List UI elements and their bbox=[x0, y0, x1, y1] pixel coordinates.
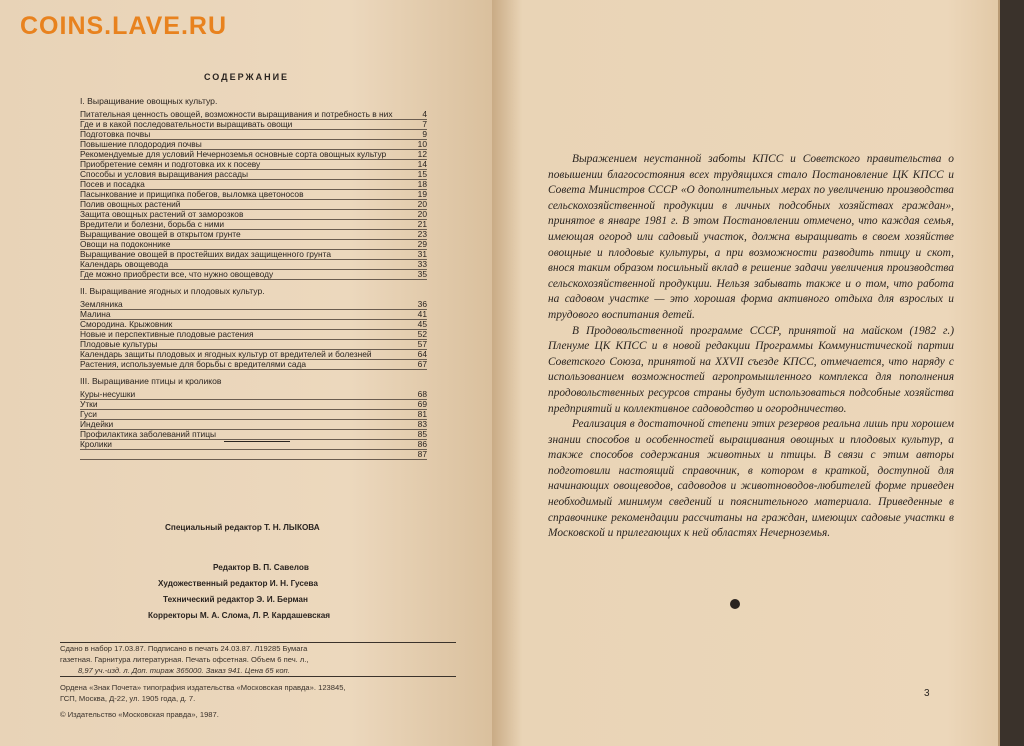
copyright: © Издательство «Московская правда», 1987. bbox=[60, 710, 219, 719]
toc-entry-title: Плодовые культуры bbox=[80, 340, 158, 349]
printer-address: ГСП, Москва, Д-22, ул. 1905 года, д. 7. bbox=[60, 694, 196, 703]
toc-entry-title: Малина bbox=[80, 310, 111, 319]
toc-entry bbox=[80, 190, 427, 200]
toc-entry bbox=[80, 240, 427, 250]
special-editor-credit: Специальный редактор Т. Н. ЛЫКОВА bbox=[165, 523, 320, 532]
toc-entry-page: 85 bbox=[417, 429, 427, 439]
toc-entry-page: 18 bbox=[417, 179, 427, 189]
ink-dot bbox=[730, 599, 740, 609]
toc-entry-page: 41 bbox=[417, 309, 427, 319]
toc-entry-title: Способы и условия выращивания рассады bbox=[80, 170, 249, 179]
toc-entry bbox=[80, 120, 427, 130]
toc-entry-page: 20 bbox=[417, 199, 427, 209]
toc-entry-page: 45 bbox=[417, 319, 427, 329]
toc-entry-page: 64 bbox=[417, 349, 427, 359]
toc-entry-title: Где можно приобрести все, что нужно овощеводу bbox=[80, 270, 274, 279]
paragraph: Реализация в достаточной степени этих резервов реальна лишь при хорошем знании способов и особенностей выращивания овощных и плодовых культур, а также способов содержания животных и птицы. В связи с этим авторы подготовили настоящий справочник, в котором в краткой, доступной для начинающих овощеводов, садоводов и животноводов-любителей форме приведен необходимый минимум сведений и пояснительного материала. Приведенные в справочнике рекомендации рассчитаны на граждан, имеющих садовые участки в Московской и прилегающих к ней областях Нечерноземья. bbox=[548, 418, 954, 540]
art-editor-credit: Художественный редактор И. Н. Гусева bbox=[158, 579, 318, 588]
paragraph: В Продовольственной программе СССР, принятой на майском (1982 г.) Пленуме ЦК КПСС и в новой редакции Программы Коммунистической партии Советского Союза, принятой на XXVII съезде КПСС, отмечается, что наряду с использованием возможностей агропромышленного комплекса для пополнения продовольственных ресурсов страны будут использоваться подсобные хозяйства предприятий и коллективное садоводство и огородничество. bbox=[548, 324, 954, 415]
divider bbox=[224, 441, 290, 442]
toc-entry-page: 4 bbox=[422, 109, 427, 119]
toc-entry bbox=[80, 200, 427, 210]
toc-entry bbox=[80, 430, 427, 440]
toc-entry-page: 15 bbox=[417, 169, 427, 179]
toc-entry-title: Повышение плодородия почвы bbox=[80, 140, 202, 149]
toc-entry-page: 10 bbox=[417, 139, 427, 149]
toc-entry-page: 52 bbox=[417, 329, 427, 339]
toc-entry-page: 57 bbox=[417, 339, 427, 349]
toc-entry bbox=[80, 410, 427, 420]
watermark: COINS.LAVE.RU bbox=[20, 12, 227, 40]
toc-entry bbox=[80, 310, 427, 320]
toc-entry bbox=[80, 210, 427, 220]
toc-entry-title: Куры-несушки bbox=[80, 390, 136, 399]
toc-entry-page: 14 bbox=[417, 159, 427, 169]
toc-entry bbox=[80, 130, 427, 140]
table-of-contents bbox=[80, 96, 427, 460]
toc-entry-title: Смородина. Крыжовник bbox=[80, 320, 173, 329]
page-number: 3 bbox=[924, 688, 930, 699]
toc-entry-page: 69 bbox=[417, 399, 427, 409]
preface-text bbox=[548, 152, 954, 542]
toc-entry bbox=[80, 350, 427, 360]
toc-entry bbox=[80, 140, 427, 150]
toc-entry-title bbox=[80, 450, 86, 459]
toc-entry-title: Полив овощных растений bbox=[80, 200, 181, 209]
toc-entry-title: Овощи на подоконнике bbox=[80, 240, 171, 249]
toc-entry-title: Индейки bbox=[80, 420, 114, 429]
toc-entry-title: Рекомендуемые для условий Нечерноземья основные сорта овощных культур bbox=[80, 150, 387, 159]
toc-entry bbox=[80, 400, 427, 410]
editor-credit: Редактор В. П. Савелов bbox=[213, 563, 309, 572]
toc-entry-title: Подготовка почвы bbox=[80, 130, 151, 139]
toc-section-heading: III. Выращивание птицы и кроликов bbox=[80, 376, 222, 386]
toc-entry-page: 19 bbox=[417, 189, 427, 199]
toc-entry bbox=[80, 230, 427, 240]
toc-entry-title: Растения, используемые для борьбы с вредителями сада bbox=[80, 360, 307, 369]
toc-entry-title: Посев и посадка bbox=[80, 180, 145, 189]
toc-entry bbox=[80, 250, 427, 260]
toc-entry bbox=[80, 270, 427, 280]
toc-entry bbox=[80, 180, 427, 190]
toc-entry bbox=[80, 220, 427, 230]
toc-entry-page: 86 bbox=[417, 439, 427, 449]
toc-entry-page: 33 bbox=[417, 259, 427, 269]
toc-entry-title: Календарь защиты плодовых и ягодных культур от вредителей и болезней bbox=[80, 350, 372, 359]
toc-entry-title: Утки bbox=[80, 400, 98, 409]
toc-entry bbox=[80, 300, 427, 310]
toc-entry bbox=[80, 390, 427, 400]
toc-entry bbox=[80, 360, 427, 370]
toc-entry-page: 35 bbox=[417, 269, 427, 279]
toc-entry-page: 87 bbox=[417, 449, 427, 459]
paragraph: Выражением неустанной заботы КПСС и Советского правительства о повышении благосостояния всех трудящихся стало Постановление ЦК КПСС и Совета Министров СССР «О дополнительных мерах по увеличению производства сельскохозяйственной продукции в личных подсобных хозяйствах граждан», принятое в январе 1981 г. В этом Постановлении отмечено, что каждая семья, имеющая огород или садовый участок, должна выращивать в своем хозяйстве овощные и плодовые культуры, а при возможности разводить птицу и скот, внося таким образом посильный вклад в решение задачи увеличения производства сельскохозяйственной продукции. Нельзя забывать также и о том, что работа на садовом участке — это хорошая форма активного отдыха для взрослых и трудового воспитания детей. bbox=[548, 153, 954, 321]
toc-entry-page: 23 bbox=[417, 229, 427, 239]
toc-entry-title: Календарь овощевода bbox=[80, 260, 169, 269]
toc-entry bbox=[80, 150, 427, 160]
toc-entry-title: Вредители и болезни, борьба с ними bbox=[80, 220, 225, 229]
toc-entry-title: Где и в какой последовательности выращивать овощи bbox=[80, 120, 293, 129]
toc-entry-page: 9 bbox=[422, 129, 427, 139]
toc-entry-page: 29 bbox=[417, 239, 427, 249]
toc-entry-title: Приобретение семян и подготовка их к посеву bbox=[80, 160, 261, 169]
toc-section-heading: II. Выращивание ягодных и плодовых культур. bbox=[80, 286, 265, 296]
toc-section-heading: I. Выращивание овощных культур. bbox=[80, 96, 218, 106]
toc-entry bbox=[80, 160, 427, 170]
toc-entry bbox=[80, 330, 427, 340]
toc-entry-page: 67 bbox=[417, 359, 427, 369]
toc-entry-title: Гуси bbox=[80, 410, 97, 419]
toc-entry-title: Питательная ценность овощей, возможности выращивания и потребность в них bbox=[80, 110, 393, 119]
toc-entry-page: 81 bbox=[417, 409, 427, 419]
toc-entry-page: 7 bbox=[422, 119, 427, 129]
imprint-box bbox=[60, 642, 456, 677]
left-page bbox=[0, 0, 498, 746]
toc-entry bbox=[80, 110, 427, 120]
toc-entry-page: 20 bbox=[417, 209, 427, 219]
toc-entry-title: Земляника bbox=[80, 300, 123, 309]
background-edge bbox=[1000, 0, 1024, 746]
toc-entry-page: 83 bbox=[417, 419, 427, 429]
printer-line: Ордена «Знак Почета» типография издательства «Московская правда». 123845, bbox=[60, 683, 346, 692]
toc-entry-page: 68 bbox=[417, 389, 427, 399]
toc-entry-title: Кролики bbox=[80, 440, 112, 449]
toc-entry bbox=[80, 450, 427, 460]
correctors-credit: Корректоры М. А. Слома, Л. Р. Кардашевская bbox=[148, 611, 331, 620]
toc-entry-title: Защита овощных растений от заморозков bbox=[80, 210, 244, 219]
toc-entry-title: Выращивание овощей в открытом грунте bbox=[80, 230, 241, 239]
imprint-line: 8,97 уч.-изд. л. Доп. тираж 365000. Заказ 941. Цена 65 коп. bbox=[78, 666, 290, 675]
toc-entry-page: 12 bbox=[417, 149, 427, 159]
toc-entry-title: Профилактика заболеваний птицы bbox=[80, 430, 217, 439]
toc-entry-page: 21 bbox=[417, 219, 427, 229]
toc-entry bbox=[80, 340, 427, 350]
imprint-line: Сдано в набор 17.03.87. Подписано в печать 24.03.87. Л19285 Бумага bbox=[60, 644, 308, 653]
toc-entry-title: Пасынкование и прищипка побегов, выломка цветоносов bbox=[80, 190, 304, 199]
imprint-line: газетная. Гарнитура литературная. Печать офсетная. Объем 6 печ. л., bbox=[60, 655, 309, 664]
toc-entry-page: 36 bbox=[417, 299, 427, 309]
toc-title: СОДЕРЖАНИЕ bbox=[204, 72, 290, 82]
toc-entry bbox=[80, 260, 427, 270]
tech-editor-credit: Технический редактор Э. И. Берман bbox=[163, 595, 308, 604]
toc-entry-title: Выращивание овощей в простейших видах защищенного грунта bbox=[80, 250, 332, 259]
toc-entry-title: Новые и перспективные плодовые растения bbox=[80, 330, 254, 339]
toc-entry bbox=[80, 320, 427, 330]
toc-entry-page: 31 bbox=[417, 249, 427, 259]
toc-entry bbox=[80, 420, 427, 430]
toc-entry bbox=[80, 170, 427, 180]
